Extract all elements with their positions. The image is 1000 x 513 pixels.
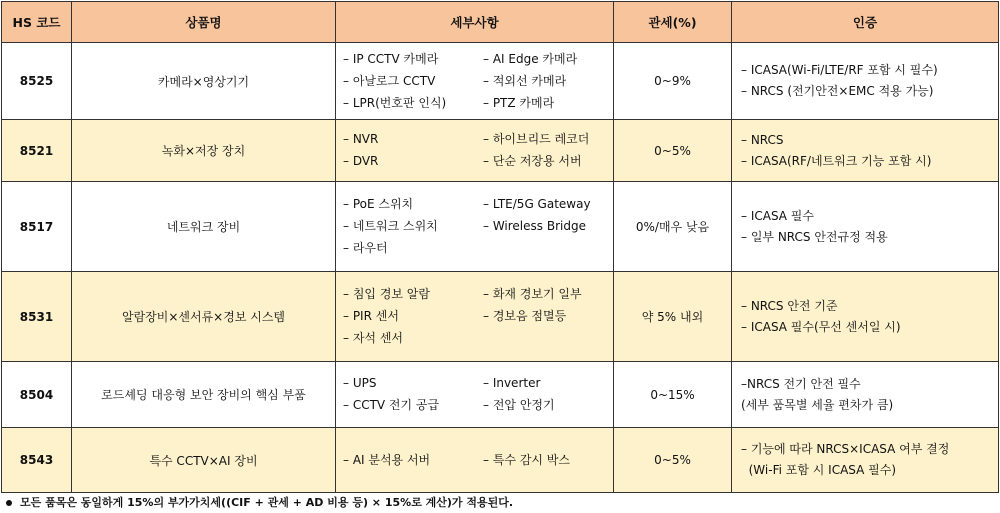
detail-item: – 화재 경보기 일부	[483, 287, 582, 301]
hs-code-cell: 8525	[2, 43, 72, 120]
detail-item: – 특수 감시 박스	[483, 452, 570, 467]
cert-item: – 일부 NRCS 안전규정 적용	[741, 229, 888, 244]
header-hs-code: HS 코드	[2, 2, 72, 43]
details-cell	[336, 362, 614, 428]
cert-item: – ICASA(Wi-Fi/LTE/RF 포함 시 필수)	[741, 63, 938, 77]
tariff-table	[1, 1, 999, 493]
tariff-cell: 0~5%	[614, 428, 732, 493]
detail-item: – AI Edge 카메라	[483, 51, 578, 66]
table-row	[2, 182, 999, 272]
details-cell	[336, 43, 614, 120]
cert-item: (세부 품목별 세율 편차가 큼)	[741, 397, 894, 412]
hs-code-cell: 8531	[2, 272, 72, 362]
detail-item: – DVR	[343, 154, 379, 168]
detail-item: – NVR	[343, 132, 379, 146]
detail-item: – PTZ 카메라	[483, 95, 555, 110]
cert-item: – NRCS	[741, 132, 784, 147]
certification-cell	[732, 43, 999, 120]
product-name-cell: 특수 CCTV×AI 장비	[72, 428, 336, 493]
header-tariff: 관세(%)	[614, 2, 732, 43]
header-certification: 인증	[732, 2, 999, 43]
detail-item: – 침입 경보 알람	[343, 287, 430, 301]
table-row	[2, 272, 999, 362]
tariff-cell: 약 5% 내외	[614, 272, 732, 362]
product-name-cell: 로드셰딩 대응형 보안 장비의 핵심 부품	[72, 362, 336, 428]
cert-item: –NRCS 전기 안전 필수	[741, 376, 861, 391]
detail-item: – 적외선 카메라	[483, 73, 567, 88]
certification-cell	[732, 362, 999, 428]
detail-item: – IP CCTV 카메라	[343, 51, 439, 66]
table-row	[2, 43, 999, 120]
certification-cell	[732, 428, 999, 493]
header-product-name: 상품명	[72, 2, 336, 43]
detail-item: – AI 분석용 서버	[343, 452, 431, 467]
detail-item: – 자석 센서	[343, 331, 403, 345]
details-cell	[336, 182, 614, 272]
certification-cell	[732, 272, 999, 362]
table-row	[2, 428, 999, 493]
cert-item: – ICASA 필수(무선 센서일 시)	[741, 319, 901, 334]
tariff-cell: 0~5%	[614, 120, 732, 182]
detail-item: – 아날로그 CCTV	[343, 73, 436, 88]
detail-item: – Wireless Bridge	[483, 219, 586, 233]
detail-item: – UPS	[343, 376, 377, 390]
detail-item: – PIR 센서	[343, 309, 399, 323]
cert-item: – ICASA(RF/네트워크 기능 포함 시)	[741, 153, 932, 168]
hs-code-cell: 8521	[2, 120, 72, 182]
detail-item: – 경보음 점멸등	[483, 309, 567, 323]
cert-item: (Wi-Fi 포함 시 ICASA 필수)	[741, 463, 897, 477]
cert-item: – NRCS (전기안전×EMC 적용 가능)	[741, 84, 934, 98]
tariff-cell: 0~9%	[614, 43, 732, 120]
details-cell	[336, 428, 614, 493]
tariff-cell: 0~15%	[614, 362, 732, 428]
cert-item: – 기능에 따라 NRCS×ICASA 여부 결정	[741, 442, 950, 456]
header-row	[2, 2, 999, 43]
hs-code-cell: 8517	[2, 182, 72, 272]
footnote-text: 모든 품목은 동일하게 15%의 부가가치세((CIF + 관세 + AD 비용 등) × 15%로 계산)가 적용된다.	[20, 496, 514, 509]
vat-footnote	[6, 494, 513, 510]
details-cell	[336, 120, 614, 182]
table-row	[2, 362, 999, 428]
detail-item: – LPR(번호판 인식)	[343, 95, 447, 110]
product-name-cell: 녹화×저장 장치	[72, 120, 336, 182]
details-cell	[336, 272, 614, 362]
detail-item: – 하이브리드 레코더	[483, 132, 590, 146]
certification-cell	[732, 120, 999, 182]
hs-code-cell: 8543	[2, 428, 72, 493]
header-details: 세부사항	[336, 2, 614, 43]
detail-item: – LTE/5G Gateway	[483, 197, 591, 211]
detail-item: – 라우터	[343, 241, 388, 255]
product-name-cell: 네트워크 장비	[72, 182, 336, 272]
detail-item: – 네트워크 스위치	[343, 219, 438, 233]
product-name-cell: 카메라×영상기기	[72, 43, 336, 120]
certification-cell	[732, 182, 999, 272]
detail-item: – 전압 안정기	[483, 398, 555, 412]
cert-item: – NRCS 안전 기준	[741, 298, 838, 313]
cert-item: – ICASA 필수	[741, 208, 814, 223]
detail-item: – Inverter	[483, 376, 541, 390]
detail-item: – PoE 스위치	[343, 197, 414, 211]
detail-item: – CCTV 전기 공급	[343, 398, 440, 412]
detail-item: – 단순 저장용 서버	[483, 154, 582, 168]
table-row	[2, 120, 999, 182]
hs-code-cell: 8504	[2, 362, 72, 428]
tariff-cell: 0%/매우 낮음	[614, 182, 732, 272]
product-name-cell: 알람장비×센서류×경보 시스템	[72, 272, 336, 362]
bullet-icon	[6, 500, 12, 506]
